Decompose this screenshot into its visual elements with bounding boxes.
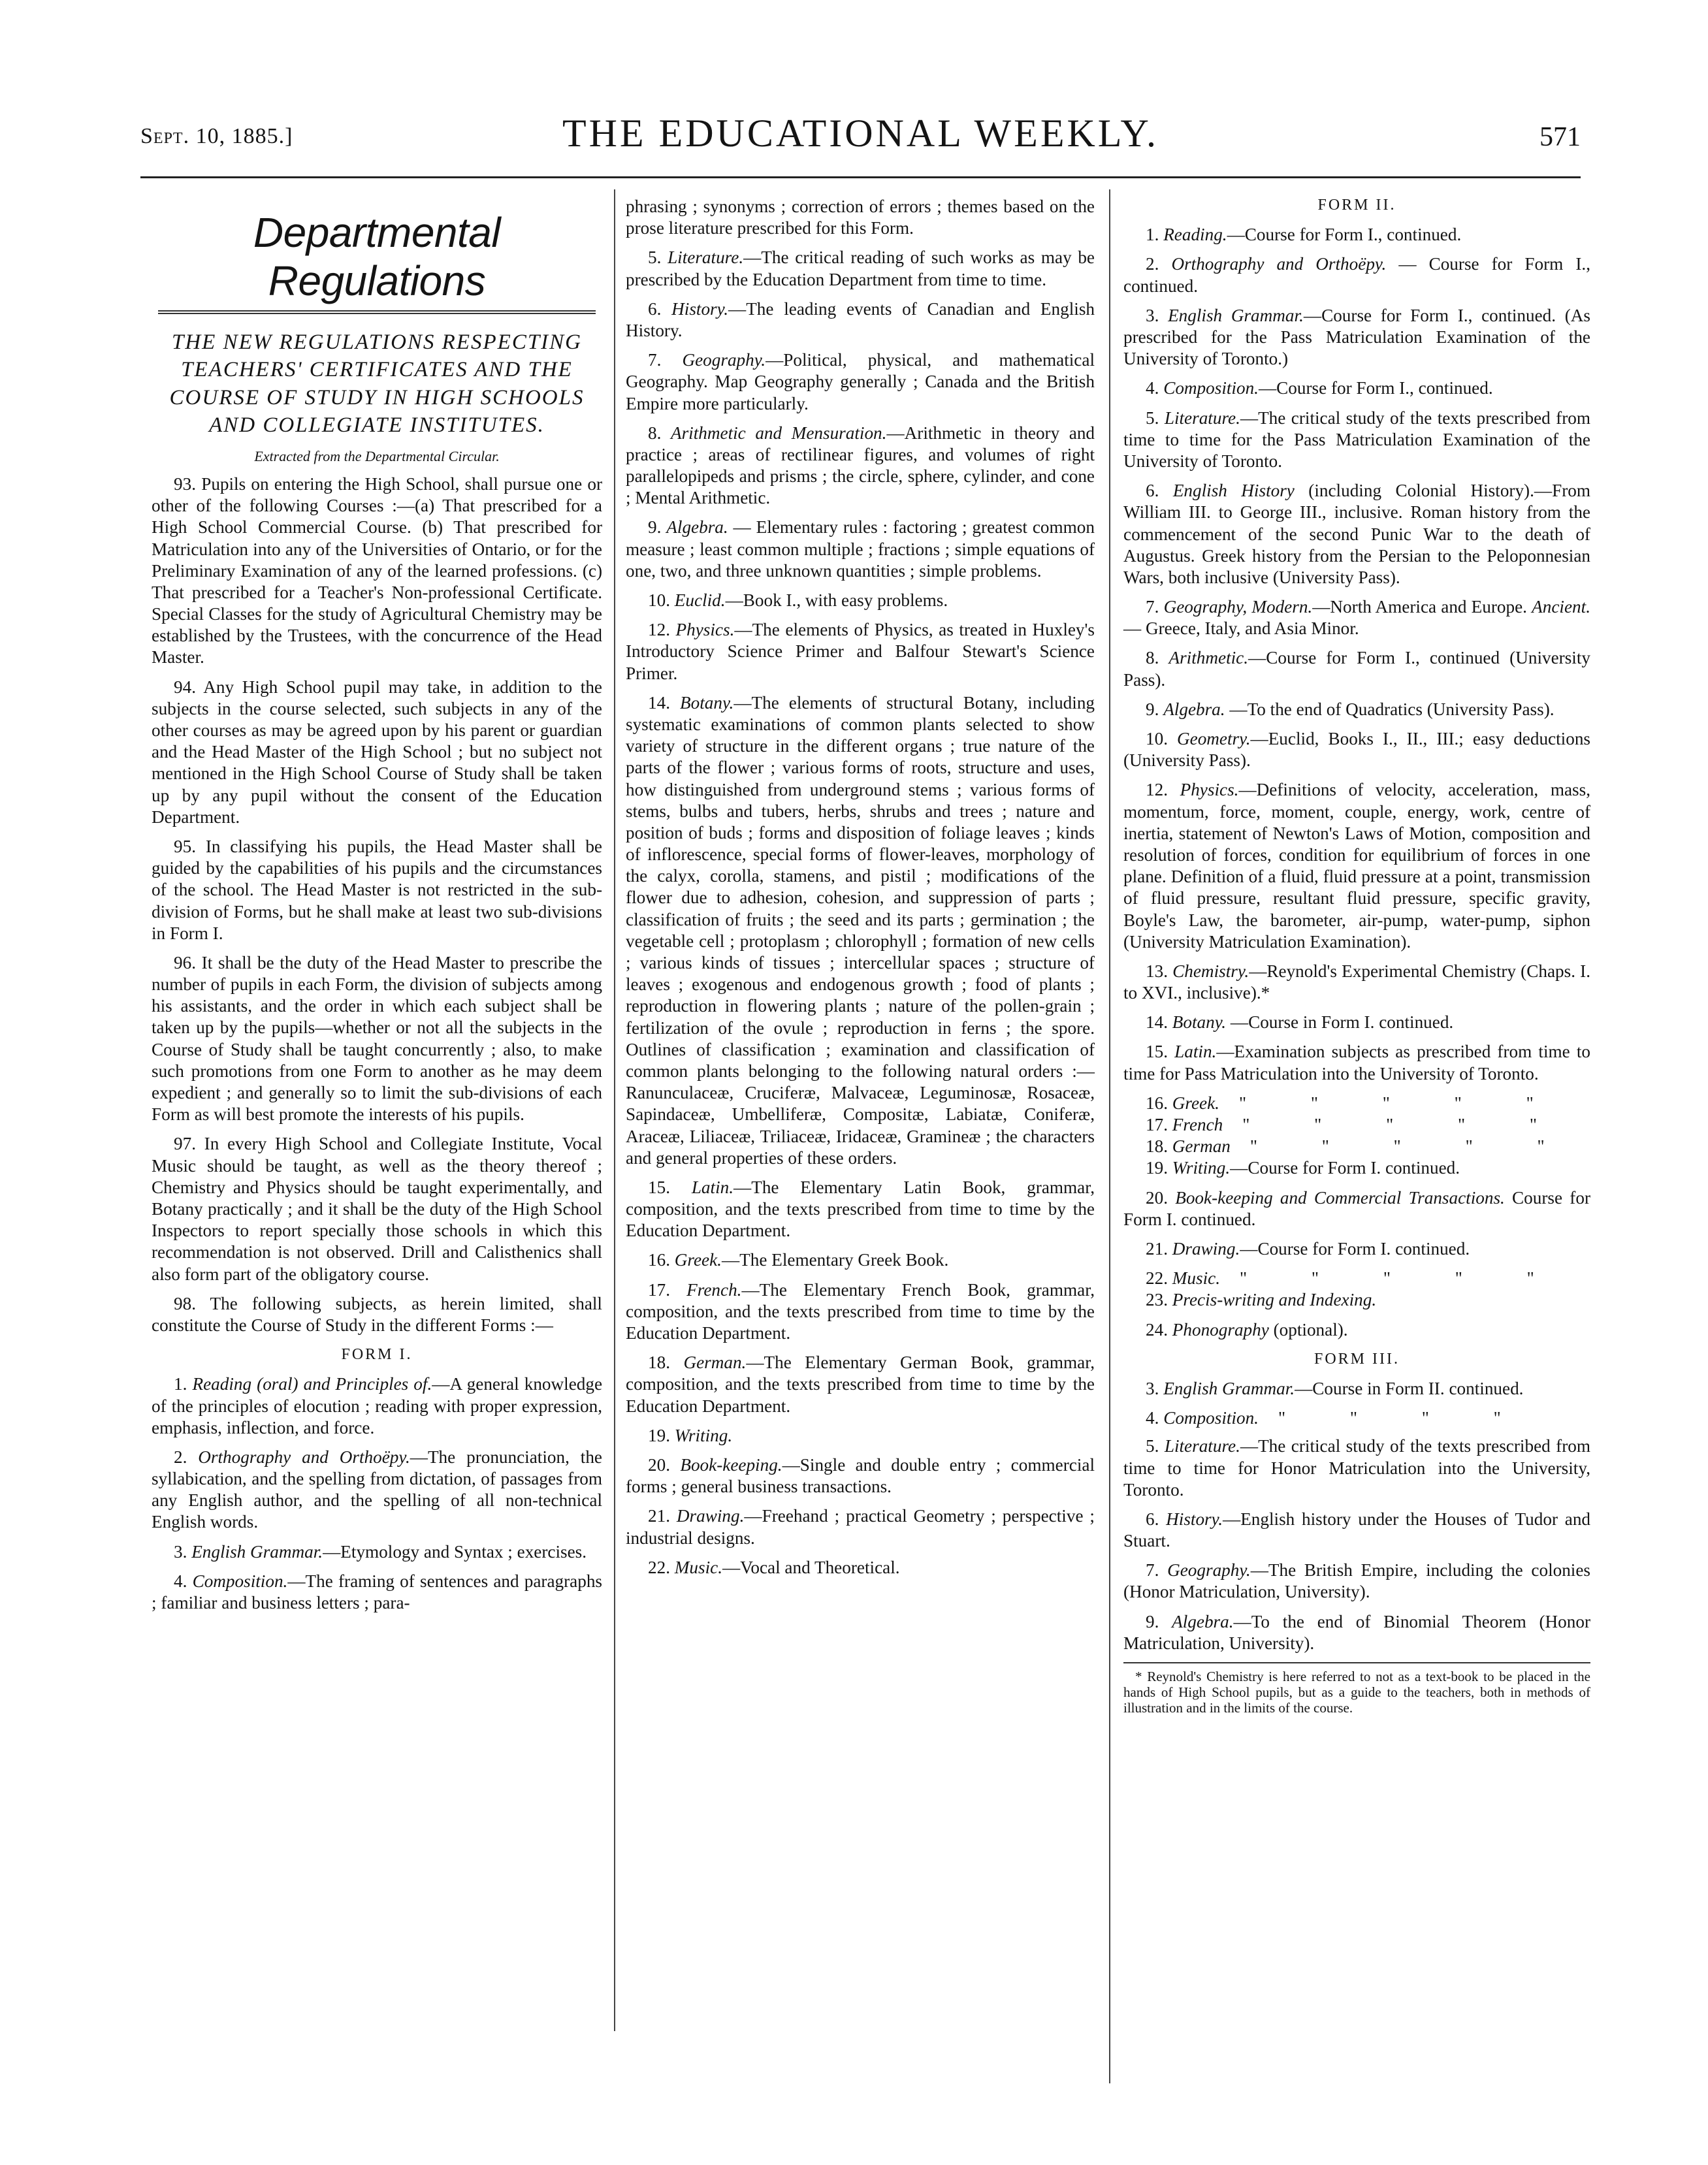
ditto-marks: " " " " " (1249, 1136, 1575, 1157)
regulation-97: 97. In every High School and Collegiate Institute, Vocal Music should be taught, as well as the theory thereof ; Chemistry and Physics should be taught experimentally, and Botany practically ; and it shall be the duty of the High School Inspectors to report specially those schools in which this recommendation is not observed. Drill and Calisthenics shall also form part of the obligatory course. (152, 1134, 602, 1284)
regulation-96: 96. It shall be the duty of the Head Master to prescribe the number of pupils in each Form, the division of subjects among his assistants, and the order in which each subject shall be taken up by the pupils—whether or not all the subjects in the Course of Study shall be taught concurrently ; also, to make such promotions from one Form to another as he may deem expedient ; and generally so to limit the sub-divisions of each Form as will best promote the interests of his pupils. (152, 952, 602, 1125)
course-item: 21. Drawing.—Course for Form I. continued. (1146, 1238, 1470, 1259)
course-item: 18. German.—The Elementary German Book, grammar, composition, and the texts prescribed from time to time by the Education Department. (626, 1353, 1095, 1416)
course-item: 18. German " " " " " (1146, 1136, 1575, 1157)
course-item: 16. Greek. " " " " " (1146, 1093, 1564, 1113)
course-item: 10. Geometry.—Euclid, Books I., II., III.; easy deductions (University Pass). (1123, 729, 1590, 771)
course-item: 3. English Grammar.—Course in Form II. continued. (1146, 1378, 1524, 1398)
course-item: 20. Book-keeping and Commercial Transactions. Course for Form I. continued. (1123, 1187, 1590, 1229)
course-item: 15. Latin.—Examination subjects as prescribed from time to time for Pass Matriculation into the University of Toronto. (1123, 1042, 1591, 1083)
course-item: 5. Literature.—The critical reading of such works as may be prescribed by the Education Department from time to time. (626, 248, 1095, 289)
course-item: 3. English Grammar.—Course for Form I., continued. (As prescribed for the Pass Matriculation Examination of the University of Toronto.) (1123, 305, 1591, 369)
regulation-98: 98. The following subjects, as herein limited, shall constitute the Course of Study in the different Forms :— (152, 1293, 602, 1335)
running-head (140, 111, 1581, 163)
course-item: 21. Drawing.—Freehand ; practical Geometry ; perspective ; industrial designs. (626, 1506, 1095, 1548)
course-item: 22. Music. " " " " " (1146, 1268, 1564, 1289)
course-item: 10. Euclid.—Book I., with easy problems. (648, 590, 948, 610)
column-2 (626, 196, 1095, 1586)
course-item: 7. Geography.—The British Empire, including the colonies (Honor Matriculation, University). (1123, 1560, 1591, 1602)
ditto-marks: " " " " " (1240, 1268, 1564, 1289)
course-item: 22. Music.—Vocal and Theoretical. (648, 1557, 900, 1577)
header-rule (140, 176, 1581, 178)
column-divider (614, 189, 615, 2031)
course-item: 24. Phonography (optional). (1146, 1319, 1348, 1339)
title-rule (158, 310, 596, 314)
regulation-94: 94. Any High School pupil may take, in addition to the subjects in the course selected, such subjects in any of the other courses as may be agreed upon by his parent or guardian and the Head Master of the High School ; but no subject not mentioned in the High School Course of Study shall be taken up by any pupil without the consent of the Education Department. (152, 677, 602, 827)
issue-date: Sept. 10, 1885.] (140, 124, 293, 148)
course-item: 8. Arithmetic.—Course for Form I., continued (University Pass). (1123, 648, 1591, 690)
course-item: 12. Physics.—Definitions of velocity, acceleration, mass, momentum, force, moment, couple, energy, work, centre of inertia, statement of Newton's Laws of Motion, composition and resolution of forces, condition for equilibrium of forces in one plane. Definition of a fluid, fluid pressure at a point, transmission of fluid pressure, resultant fluid pressure, specific gravity, Boyle's Law, the barometer, air-pump, water-pump, siphon (University Matriculation Examination). (1123, 780, 1591, 952)
course-item: 19. Writing. (648, 1425, 733, 1445)
course-item: 19. Writing.—Course for Form I. continued. (1146, 1158, 1460, 1178)
article-subtitle: THE NEW REGULATIONS RESPECTING TEACHERS' CERTIFICATES AND THE COURSE OF STUDY IN HIGH SCHOOLS AND COLLEGIATE INSTITUTES. (169, 330, 585, 437)
course-item: 8. Arithmetic and Mensuration.—Arithmetic in theory and practice ; areas of rectilinear figures, and volumes of right parallelopipeds and prisms ; the circle, sphere, cylinder, and cone ; Mental Arithmetic. (626, 423, 1095, 508)
form-1-heading: FORM I. (341, 1346, 413, 1364)
page-number: 571 (1539, 122, 1581, 152)
column-divider (1109, 189, 1110, 2083)
course-item: 4. Composition.—Course for Form I., continued. (1146, 378, 1493, 398)
course-item: 9. Algebra. —To the end of Quadratics (University Pass). (1146, 699, 1555, 719)
course-item: 2. Orthography and Orthoëpy. — Course for Form I., continued. (1123, 254, 1590, 296)
course-item: 6. English History (including Colonial History).—From William III. to George III., inclusive. Roman history from the commencement of the second Punic War to the death of Augustus. Greek history from the Persian to the Peloponnesian Wars, both inclusive (University Pass). (1123, 481, 1591, 587)
course-item: 4. Composition. " " " " (1146, 1408, 1531, 1428)
course-item: 9. Algebra.—To the end of Binomial Theorem (Honor Matriculation, University). (1123, 1611, 1590, 1653)
course-item: 1. Reading (oral) and Principles of.—A general knowledge of the principles of elocution ; reading with proper expression, emphasis, inflection, and force. (152, 1374, 603, 1437)
footnote: * Reynold's Chemistry is here referred to not as a text-book to be placed in the hands of High School pupils, but as a guide to the teachers, both in methods of illustration and in the limits of the course. (1123, 1662, 1590, 1716)
ditto-marks: " " " " " (1238, 1093, 1564, 1113)
course-item: 17. French " " " " " (1146, 1115, 1567, 1135)
course-item: 12. Physics.—The elements of Physics, as treated in Huxley's Introductory Science Primer and Balfour Stewart's Science Primer. (626, 620, 1095, 683)
course-item: 4. Composition.—The framing of sentences and paragraphs ; familiar and business letters ; para- (152, 1571, 603, 1613)
course-item: 6. History.—The leading events of Canadian and English History. (626, 298, 1095, 340)
form-2-heading: FORM II. (1317, 197, 1396, 214)
course-item: 14. Botany.—The elements of structural Botany, including systematic examinations of common plants selected to show variety of structure in the different organs ; true nature of the parts of the flower ; various forms of roots, structure and uses, how distinguished from underground stems ; various forms of stems, bulbs and tubers, herbs, shrubs and trees ; nature and position of buds ; forms and disposition of foliage leaves ; kinds of inflorescence, special forms of flower-leaves, morphology of the calyx, corolla, stamens, and pistil ; modifications of the flower due to adhesion, cohesion, and suppression of parts ; classification of fruits ; the seed and its parts ; germination ; the vegetable cell ; protoplasm ; chlorophyll ; formation of new cells ; various kinds of tissues ; intercellular spaces ; structure of leaves ; exogenous and endogenous growth ; food of plants ; reproduction in flowering plants ; nature of the pollen-grain ; fertilization of the ovule ; reproduction in ferns ; the spore. Outlines of classification ; examination and classification of common plants belonging to the following natural orders :—Ranunculaceæ, Cruciferæ, Malvaceæ, Leguminosæ, Rosaceæ, Sapindaceæ, Umbelliferæ, Compositæ, Labiatæ, Coniferæ, Araceæ, Liliaceæ, Triliaceæ, Iridaceæ, Gramineæ ; the characters and general properties of these orders. (626, 692, 1095, 1168)
course-item: 6. History.—English history under the Houses of Tudor and Stuart. (1123, 1509, 1591, 1551)
publication-title: THE EDUCATIONAL WEEKLY. (562, 112, 1159, 155)
regulation-93: 93. Pupils on entering the High School, shall pursue one or other of the following Courses :—(a) That prescribed for a High School Commercial Course. (b) That prescribed for Matriculation into any of the Universities of Ontario, or for the Preliminary Examination of any of the learned professions. (c) That prescribed for a Teacher's Non-professional Certificate. Special Classes for the study of Agricultural Chemistry may be established by the Trustees, with the concurrence of the Head Master. (152, 473, 602, 667)
ditto-marks: " " " " " (1242, 1115, 1567, 1135)
column-1 (152, 196, 602, 1622)
course-item: 7. Geography.—Political, physical, and mathematical Geography. Map Geography generally ; Canada and the British Empire more particularly. (626, 350, 1095, 413)
source-note: Extracted from the Departmental Circular. (254, 448, 500, 465)
course-item: 7. Geography, Modern.—North America and Europe. Ancient. — Greece, Italy, and Asia Minor. (1123, 597, 1590, 639)
course-item: 5. Literature.—The critical study of the texts prescribed from time to time for Honor Matriculation into the University, Toronto. (1123, 1436, 1591, 1499)
regulation-95: 95. In classifying his pupils, the Head Master shall be guided by the capabilities of his pupils and the circumstances of the school. The Head Master is not restricted in the sub-division of Forms, but he shall make at least two sub-divisions in Form I. (152, 836, 602, 943)
form-3-heading: FORM III. (1313, 1350, 1400, 1368)
ditto-marks: " " " " (1278, 1408, 1531, 1428)
course-item: 16. Greek.—The Elementary Greek Book. (648, 1250, 949, 1270)
course-item: 15. Latin.—The Elementary Latin Book, grammar, composition, and the texts prescribed from time to time by the Education Department. (626, 1177, 1095, 1241)
course-item: 2. Orthography and Orthoëpy.—The pronunciation, the syllabication, and the spelling from dictation, of passages from any English author, and the spelling of all non-technical English words. (152, 1447, 602, 1532)
course-item: 1. Reading.—Course for Form I., continued. (1146, 225, 1462, 245)
continued-text: phrasing ; synonyms ; correction of errors ; themes based on the prose literature prescribed for this Form. (626, 197, 1095, 238)
section-title: Departmental Regulations (253, 209, 501, 304)
column-3 (1123, 196, 1590, 1716)
course-item: 20. Book-keeping.—Single and double entry ; commercial forms ; general business transactions. (626, 1454, 1095, 1497)
course-item: 14. Botany. —Course in Form I. continued. (1146, 1012, 1454, 1033)
course-item: 13. Chemistry.—Reynold's Experimental Chemistry (Chaps. I. to XVI., inclusive).* (1123, 961, 1590, 1003)
course-item: 17. French.—The Elementary French Book, grammar, composition, and the texts prescribed from time to time by the Education Department. (626, 1279, 1095, 1343)
course-item: 5. Literature.—The critical study of the texts prescribed from time to time for the Pass Matriculation Examination of the University of Toronto. (1123, 408, 1591, 471)
course-item: 23. Precis-writing and Indexing. (1146, 1290, 1377, 1310)
course-item: 9. Algebra. — Elementary rules : factoring ; greatest common measure ; least common multiple ; fractions ; simple equations of one, two, and three unknown quantities ; simple problems. (626, 517, 1095, 581)
course-item: 3. English Grammar.—Etymology and Syntax ; exercises. (174, 1541, 587, 1562)
